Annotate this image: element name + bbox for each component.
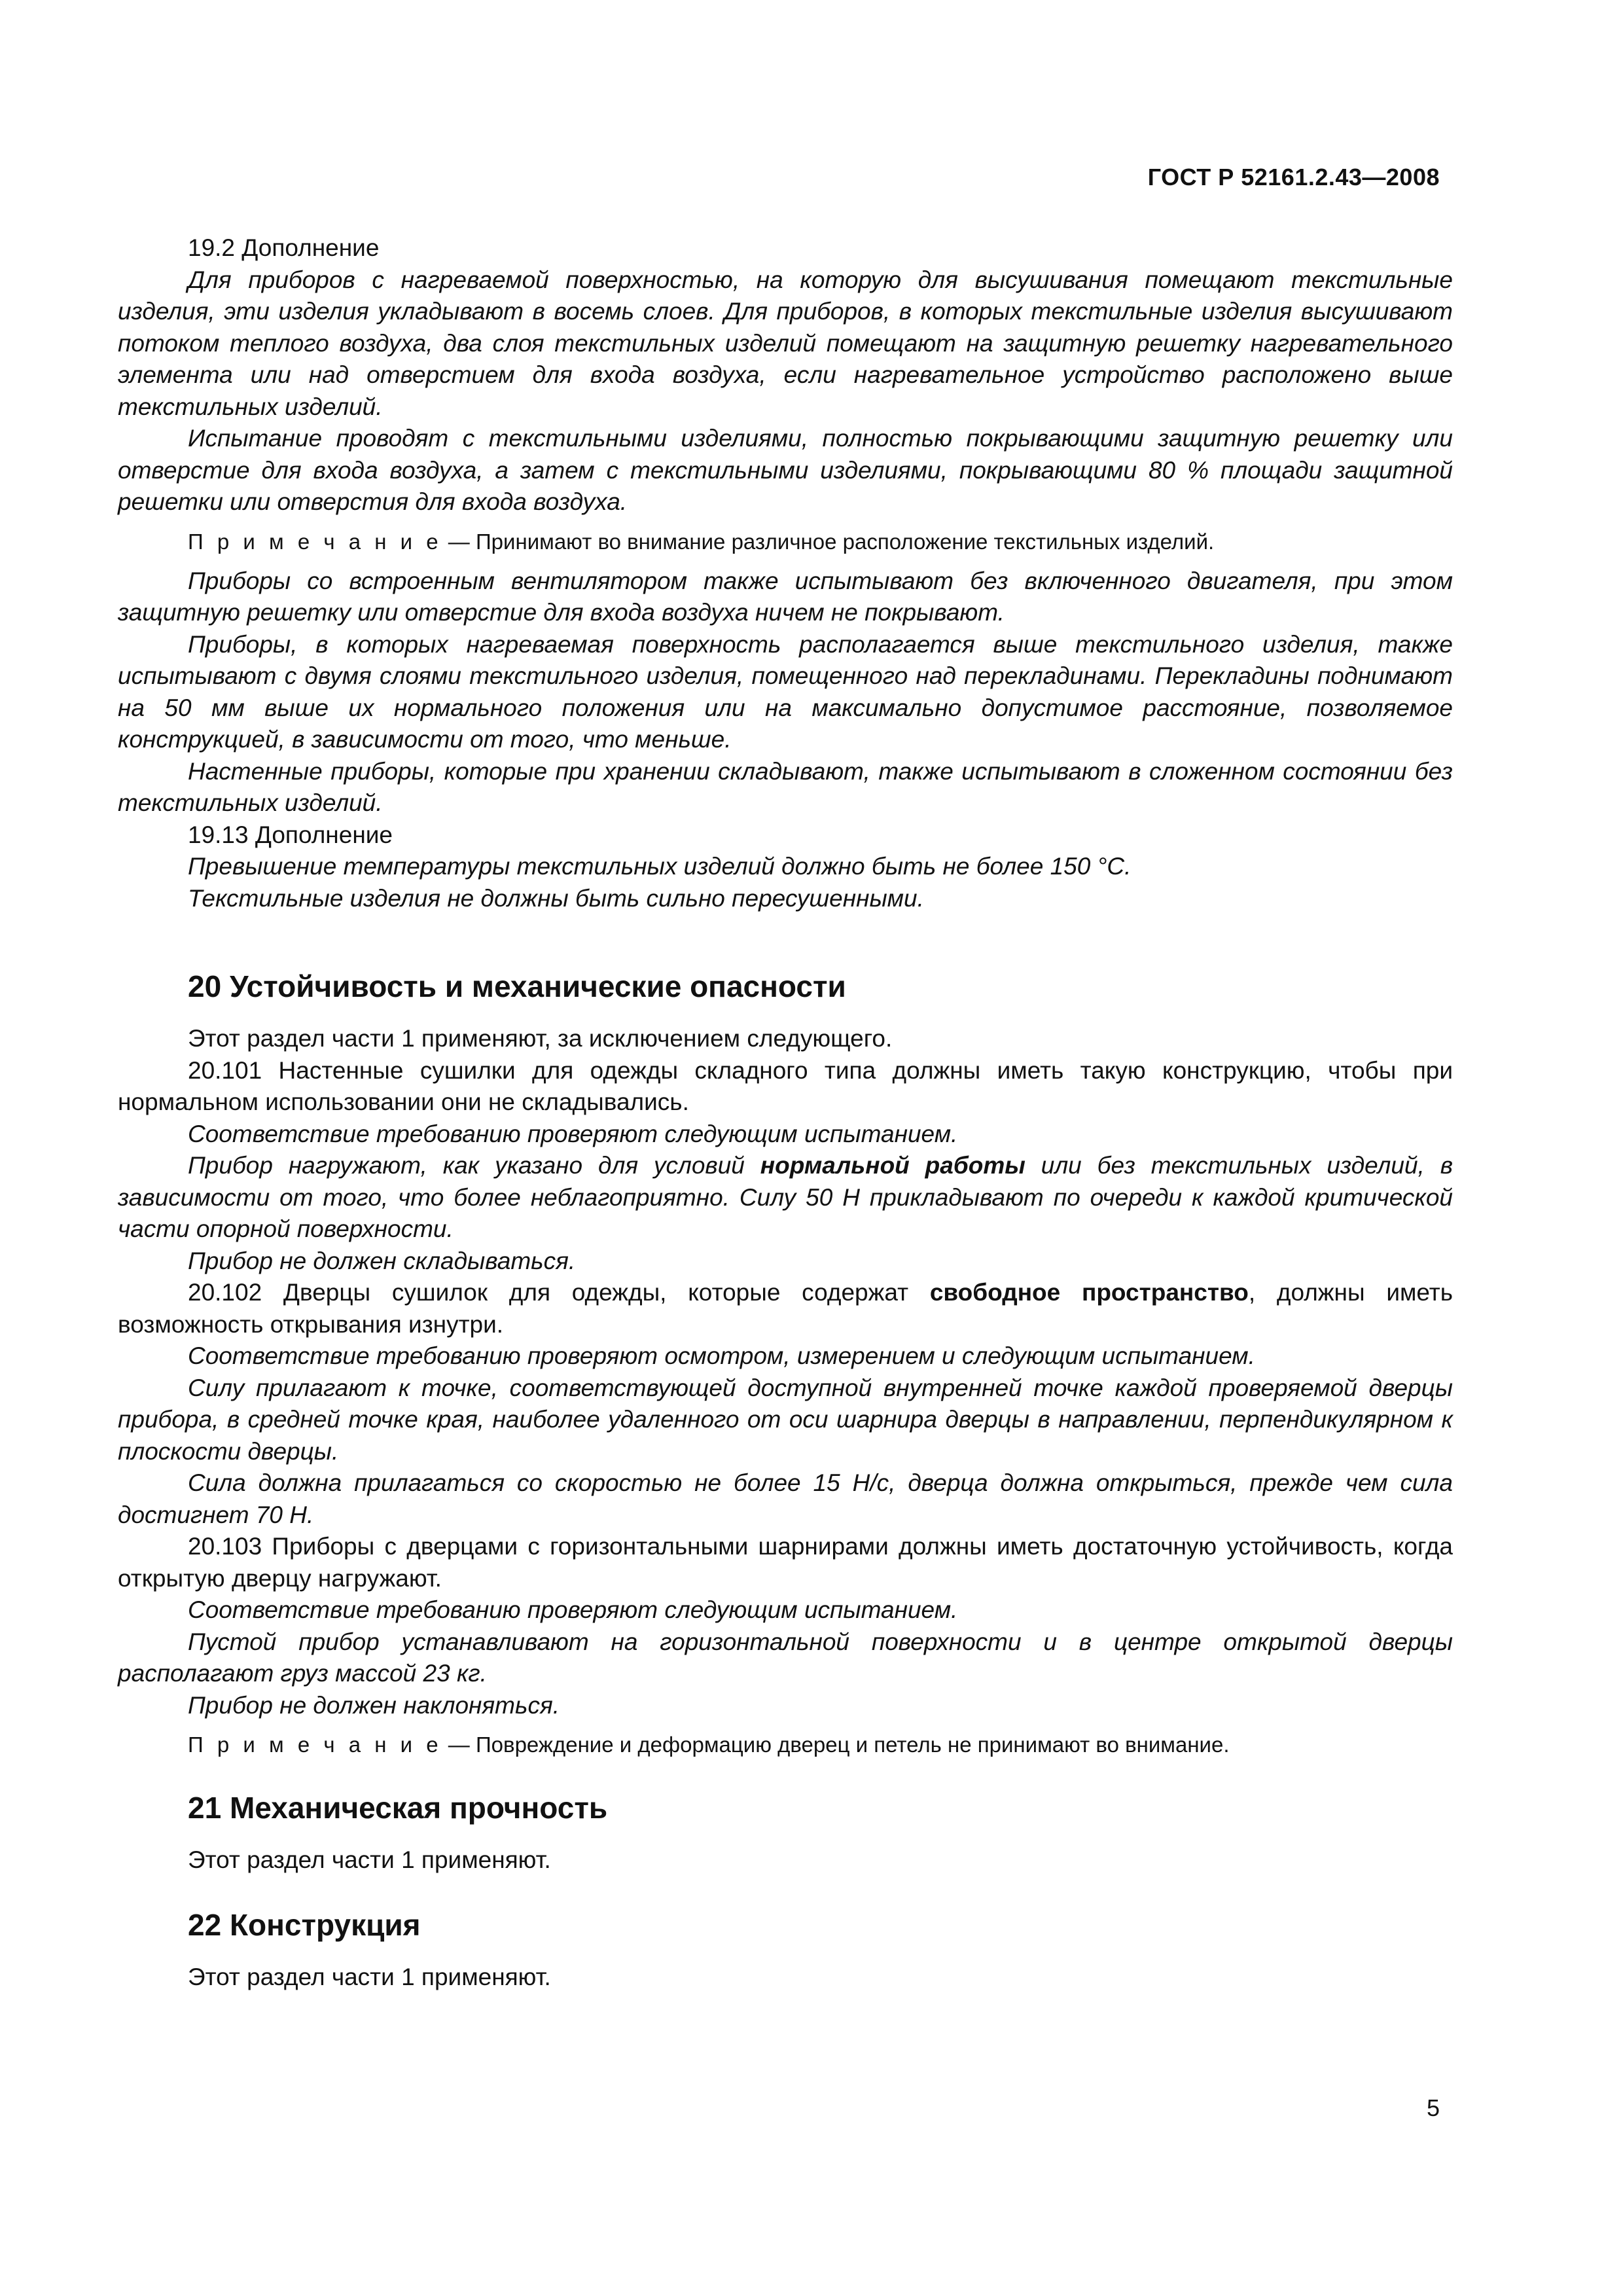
section-22-heading: 22 Конструкция [188,1907,421,1942]
section-20-heading: 20 Устойчивость и механические опасности [188,969,846,1003]
note-label: П р и м е ч а н и е [188,1732,442,1757]
section-21-text: Этот раздел части 1 применяют. [188,1846,551,1873]
note-door-damage [118,1731,1453,1759]
clause-20-102-text-b: , должны иметь возможность открывания изнутри. [118,1279,1453,1338]
note-label: П р и м е ч а н и е [188,529,442,554]
clause-19-13-paragraph-2: Текстильные изделия не должны быть сильно пересушенными. [188,884,924,912]
page-number: 5 [1426,2094,1440,2121]
section-22-text: Этот раздел части 1 применяют. [188,1963,551,1990]
clause-19-2-paragraph-4: Приборы, в которых нагреваемая поверхность располагается выше текстильного изделия, также испытывают с двумя слоями текстильного изделия, помещенного над перекладинами. Перекладины поднимают на 50 мм выше их нормального положения или на максимально допустимое расстояние, позволяемое конструкцией, в зависимости от того, что меньше. [118,630,1453,753]
clause-20-101: 20.101 Настенные сушилки для одежды складного типа должны иметь такую конструкцию, чтобы при нормальном использовании они не складывались. [118,1056,1453,1115]
defined-term-free-space: свободное пространство [929,1279,1249,1306]
document-body [118,232,1453,1993]
clause-20-101-result: Прибор не должен складываться. [188,1247,576,1274]
document-code: ГОСТ Р 52161.2.43—2008 [1147,164,1440,190]
clause-20-102-speed: Сила должна прилагаться со скоростью не более 15 Н/с, дверца должна открыться, прежде чем сила достигнет 70 Н. [118,1469,1453,1528]
clause-20-103: 20.103 Приборы с дверцами с горизонтальными шарнирами должны иметь достаточную устойчивость, когда открытую дверцу нагружают. [118,1533,1453,1592]
clause-20-102 [118,1277,1453,1340]
clause-20-102-force: Силу прилагают к точке, соответствующей доступной внутренней точке каждой проверяемой дверцы прибора, в средней точке края, наиболее удаленного от оси шарнира дверцы в направлении, перпендикулярном к плоскости дверцы. [118,1374,1453,1465]
section-21-heading: 21 Механическая прочность [188,1791,608,1825]
load-text-a: Прибор нагружают, как указано для условий [188,1152,760,1179]
clause-19-2-label: 19.2 Дополнение [188,234,380,261]
clause-19-13-paragraph-1: Превышение температуры текстильных изделий должно быть не более 150 °С. [188,853,1132,880]
clause-20-103-result: Прибор не должен наклоняться. [188,1691,560,1719]
load-text-b: или без текстильных изделий, в зависимости от того, что более неблагоприятно. Силу 50 Н прикладывают по очереди к каждой критической части опорной поверхности. [118,1152,1454,1242]
note-text: — Принимают во внимание различное расположение текстильных изделий. [442,529,1215,554]
clause-20-103-check: Соответствие требованию проверяют следующим испытанием. [188,1596,958,1623]
section-20-intro: Этот раздел части 1 применяют, за исключением следующего. [188,1025,893,1052]
clause-19-2-paragraph-2: Испытание проводят с текстильными изделиями, полностью покрывающими защитную решетку или отверстие для входа воздуха, а затем с текстильными изделиями, покрывающими 80 % площади защитной решетки или отверстия для входа воздуха. [118,425,1453,515]
note-textile-arrangement [118,528,1453,556]
clause-19-2-paragraph-5: Настенные приборы, которые при хранении складывают, также испытывают в сложенном состоянии без текстильных изделий. [118,757,1453,816]
clause-20-103-test: Пустой прибор устанавливают на горизонтальной поверхности и в центре открытой дверцы располагают груз массой 23 кг. [118,1628,1453,1687]
clause-20-101-load [118,1150,1453,1246]
clause-19-13-label: 19.13 Дополнение [188,821,393,848]
note-text: — Повреждение и деформацию дверец и петель не принимают во внимание. [442,1732,1230,1757]
clause-19-2-paragraph-1: Для приборов с нагреваемой поверхностью, на которую для высушивания помещают текстильные изделия, эти изделия укладывают в восемь слоев. Для приборов, в которых текстильные изделия высушивают потоком теплого воздуха, два слоя текстильных изделий помещают на защитную решетку нагревательного элемента или над отверстием для входа воздуха, если нагревательное устройство расположено выше текстильных изделий. [118,266,1453,420]
clause-20-102-check: Соответствие требованию проверяют осмотром, измерением и следующим испытанием. [188,1342,1255,1369]
clause-19-2-paragraph-3: Приборы со встроенным вентилятором также испытывают без включенного двигателя, при этом защитную решетку или отверстие для входа воздуха ничем не покрывают. [118,567,1453,626]
defined-term-normal-operation: нормальной работы [760,1152,1026,1179]
clause-20-102-text-a: 20.102 Дверцы сушилок для одежды, которые содержат [188,1279,930,1306]
clause-20-101-check: Соответствие требованию проверяют следующим испытанием. [188,1120,958,1147]
